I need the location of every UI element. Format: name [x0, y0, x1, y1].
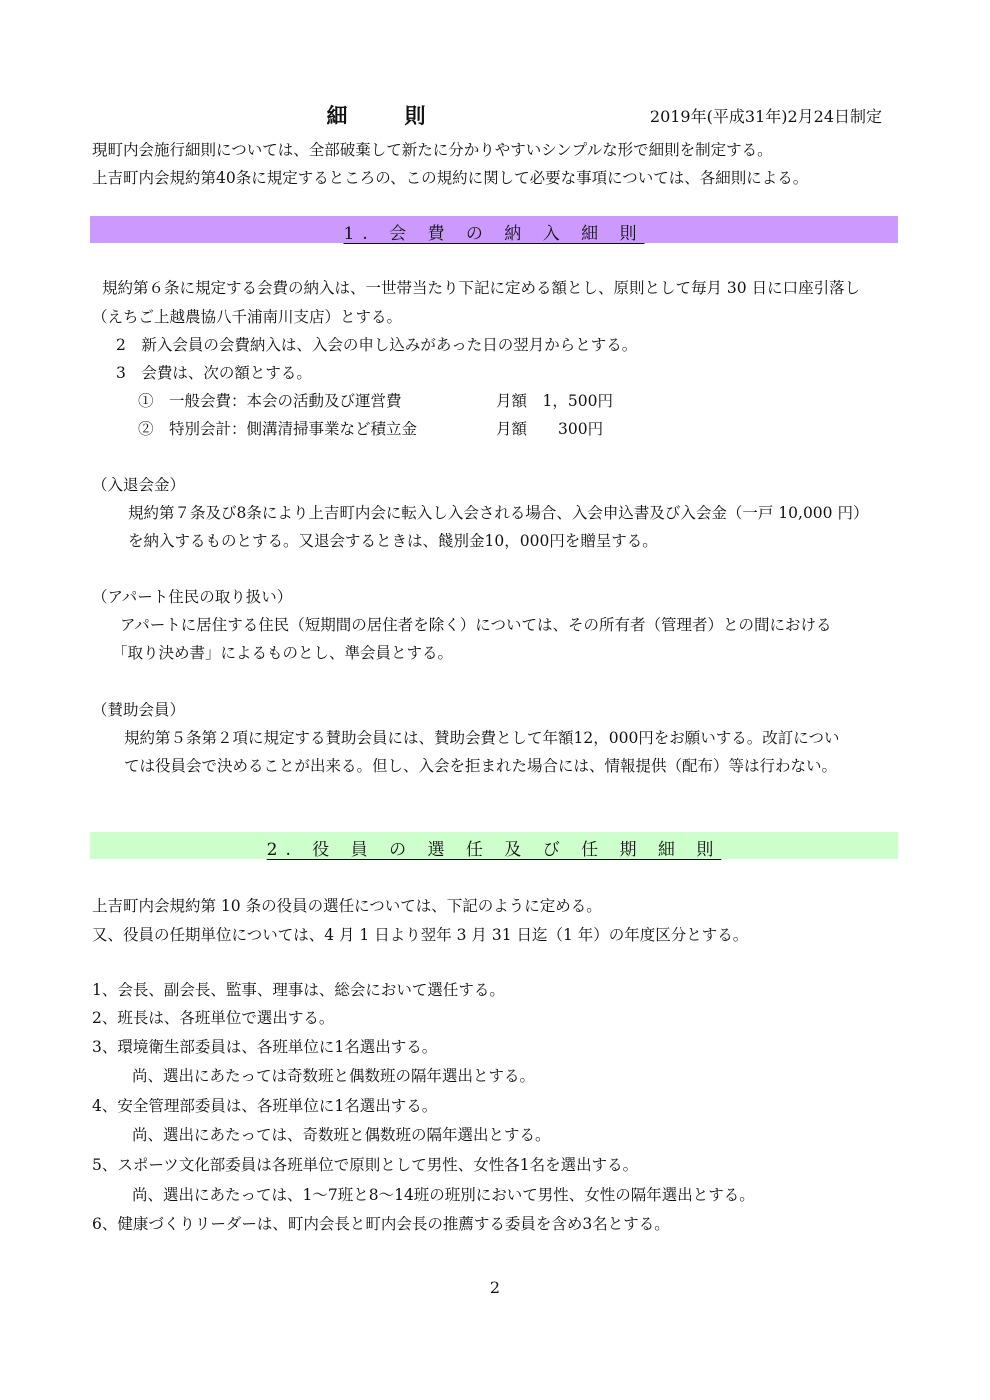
section-2-band [90, 832, 898, 859]
officer-rule-3: 3、環境衛生部委員は、各班単位に1名選出する。 [92, 1038, 438, 1056]
enactment-date: 2019年(平成31年)2月24日制定 [649, 107, 882, 126]
officer-rule-6: 6、健康づくりリーダーは、町内会長と町内会長の推薦する委員を含め3名とする。 [92, 1215, 670, 1233]
officers-intro-line-2: 又、役員の任期単位については、4 月 1 日より翌年 3 月 31 日迄（1 年）の年度区分とする。 [92, 926, 749, 944]
apartment-line-2: 「取り決め書」によるものとし、準会員とする。 [112, 644, 454, 662]
fee-special-label: ② 特別会計：側溝清掃事業など積立金 [138, 420, 418, 438]
supporting-member-line-2: ては役員会で決めることが出来る。但し、入会を拒まれた場合には、情報提供（配布）等は行わない。 [124, 757, 838, 775]
officers-intro-line-1: 上吉町内会規約第 10 条の役員の選任については、下記のように定める。 [92, 897, 602, 915]
officer-rule-5-note: 尚、選出にあたっては、1～7班と8～14班の班別において男性、女性の隔年選出とする。 [132, 1186, 755, 1204]
section-1-heading: 1. 会 費 の 納 入 細 則 [343, 224, 645, 244]
entry-fee-line-2: を納入するものとする。又退会するときは、餞別金10，000円を贈呈する。 [128, 532, 658, 550]
page-number: 2 [489, 1278, 501, 1297]
officer-rule-3-note: 尚、選出にあたっては奇数班と偶数班の隔年選出とする。 [132, 1067, 536, 1085]
intro-line-1: 現町内会施行細則については、全部破棄して新たに分かりやすいシンプルな形で細則を制定する。 [92, 141, 773, 159]
document-title: 細 則 [326, 103, 444, 128]
section-2-heading: 2. 役 員 の 選 任 及 び 任 期 細 則 [266, 840, 722, 860]
fee-item-2: 2 新入会員の会費納入は、入会の申し込みがあった日の翌月からとする。 [116, 336, 638, 354]
fee-item-3: 3 会費は、次の額とする。 [116, 364, 312, 382]
intro-line-2: 上吉町内会規約第40条に規定するところの、この規約に関して必要な事項については、各細則による。 [92, 169, 809, 187]
apartment-line-1: アパートに居住する住民（短期間の居住者を除く）については、その所有者（管理者）との間における [120, 616, 832, 634]
apartment-heading: （アパート住民の取り扱い） [92, 588, 293, 606]
fee-general-label: ① 一般会費：本会の活動及び運営費 [138, 392, 402, 410]
officer-rule-4-note: 尚、選出にあたっては、奇数班と偶数班の隔年選出とする。 [132, 1126, 551, 1144]
officer-rule-4: 4、安全管理部委員は、各班単位に1名選出する。 [92, 1097, 438, 1115]
entry-fee-line-1: 規約第７条及び8条により上吉町内会に転入し入会される場合、入会申込書及び入会金（一戸 10,000 円） [128, 504, 869, 522]
supporting-member-heading: （賛助会員） [92, 701, 186, 719]
fee-general-amount: 月額 1，500円 [496, 392, 613, 410]
fee-paragraph-line-2: （えちご上越農協八千浦南川支店）とする。 [92, 308, 403, 326]
officer-rule-1: 1、会長、副会長、監事、理事は、総会において選任する。 [92, 981, 505, 999]
fee-paragraph-line-1: 規約第６条に規定する会費の納入は、一世帯当たり下記に定める額とし、原則として毎月 30 日に口座引落し [102, 279, 861, 297]
supporting-member-line-1: 規約第５条第２項に規定する賛助会員には、賛助会費として年額12，000円をお願いする。改訂につい [124, 729, 840, 747]
fee-special-amount: 月額 300円 [496, 420, 604, 438]
officer-rule-5: 5、スポーツ文化部委員は各班単位で原則として男性、女性各1名を選出する。 [92, 1156, 639, 1174]
entry-fee-heading: （入退会金） [92, 476, 186, 494]
section-1-band [90, 216, 898, 243]
officer-rule-2: 2、班長は、各班単位で選出する。 [92, 1009, 335, 1027]
